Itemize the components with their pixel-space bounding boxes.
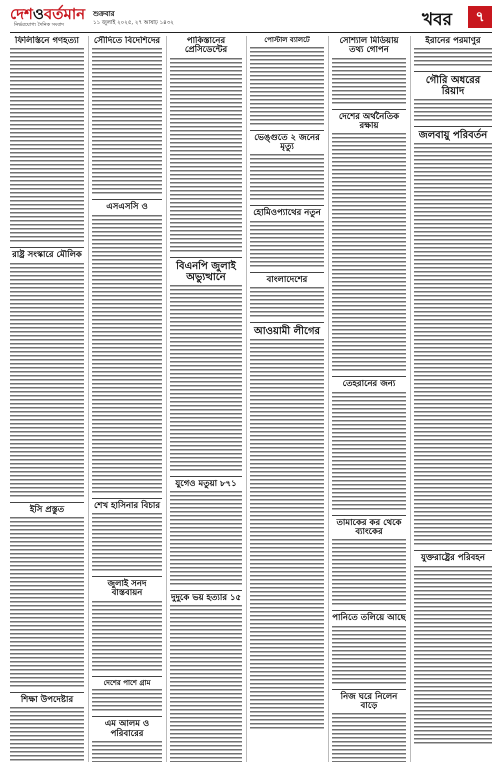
headline[interactable]: ইসি প্রস্তুত: [29, 504, 65, 515]
headline[interactable]: জুলাই সনদ বাস্তবায়ন: [107, 579, 147, 599]
article-body: [170, 285, 242, 473]
headline[interactable]: জলবায়ু পরিবর্তন: [418, 130, 488, 142]
headline[interactable]: সৌদিতে বিদেশিদের: [93, 36, 161, 46]
article-body: [414, 566, 492, 746]
headline[interactable]: পোস্টাল ব্যালটে: [264, 36, 310, 44]
headline[interactable]: ভেঙ্গুতে ২ জনের মৃত্যু: [254, 132, 320, 153]
divider: [332, 515, 406, 516]
divider: [414, 550, 492, 551]
headline[interactable]: শেখ হাসিনার বিচার: [93, 500, 161, 511]
issue-day: শুক্রবার: [93, 10, 115, 18]
headline[interactable]: শিক্ষা উপদেষ্টার: [20, 695, 74, 706]
article-body: [332, 392, 406, 512]
column-4: [250, 36, 324, 762]
headline[interactable]: গৌরি অধরের রিয়াদ: [425, 75, 481, 98]
divider: [332, 109, 406, 110]
headline[interactable]: এসএসসি ও: [106, 202, 148, 213]
divider: [92, 199, 162, 200]
article-body: [332, 713, 406, 762]
headline[interactable]: আওয়ামী লীগের: [253, 326, 321, 338]
headline[interactable]: এম আলম ও পরিবারের: [104, 719, 150, 739]
column-3: [170, 36, 242, 762]
divider: [332, 689, 406, 690]
article-body: [332, 133, 406, 373]
column-1: [10, 36, 84, 762]
column-rule: [166, 36, 167, 762]
column-5: [332, 36, 406, 762]
headline[interactable]: পানিতে তলিয়ে আছে: [332, 613, 406, 624]
article-body: [10, 263, 84, 499]
divider: [92, 716, 162, 717]
divider: [250, 205, 324, 206]
article-body: [414, 48, 492, 68]
article-body: [92, 48, 162, 196]
divider: [170, 590, 242, 591]
headline[interactable]: যুক্তরাষ্ট্রের পরিবহন: [421, 553, 485, 564]
headline[interactable]: যুগেও মতুয়া ৮৭১: [175, 478, 237, 489]
article-body: [10, 517, 84, 689]
headline[interactable]: বাংলাদেশের: [266, 274, 308, 285]
article-body: [332, 58, 406, 106]
article-body: [170, 605, 242, 762]
divider: [10, 502, 84, 503]
article-body: [250, 47, 324, 127]
article-body: [10, 48, 84, 244]
divider: [414, 71, 492, 72]
divider: [92, 498, 162, 499]
divider: [10, 247, 84, 248]
article-body: [92, 215, 162, 495]
issue-date: ১১ জুলাই ২০২৫, ২৭ আষাঢ় ১৪৩২: [93, 20, 174, 26]
tagline: নির্ভরযোগ্য দৈনিক সংবাদ: [14, 22, 65, 28]
headline[interactable]: সোশ্যাল মিডিয়ায় তথ্য গোপন: [339, 36, 399, 56]
divider: [170, 476, 242, 477]
headline[interactable]: তামাকের কর থেকে ব্যাংকের: [336, 517, 402, 538]
headline[interactable]: ফিলিস্তিনে গণহত্যা: [15, 36, 79, 46]
column-6: [414, 36, 492, 762]
page-number: ৭: [468, 6, 492, 28]
article-body: [332, 626, 406, 686]
headline[interactable]: পাকিস্তানের প্রেসিডেন্টের: [184, 36, 228, 56]
headline[interactable]: হোমিওপ্যাথের নতুন: [253, 208, 321, 219]
article-body: [414, 99, 492, 123]
divider: [250, 272, 324, 273]
divider: [92, 576, 162, 577]
article-body: [414, 143, 492, 547]
article-body: [332, 539, 406, 607]
column-2: [92, 36, 162, 762]
article-body: [250, 287, 324, 319]
newspaper-logo: দেশওবর্তমান: [10, 5, 86, 23]
headline[interactable]: দুদুকে ভয় হত্যার ১৫: [171, 593, 241, 604]
headline[interactable]: নিজ ঘরে নিলেন বাড়ে: [340, 691, 398, 712]
divider: [250, 130, 324, 131]
divider: [170, 257, 242, 258]
divider: [332, 376, 406, 377]
article-body: [250, 221, 324, 269]
headline[interactable]: বিএনপি জুলাই অভ্যুত্থানে: [176, 260, 236, 283]
column-rule: [88, 36, 89, 762]
divider: [10, 692, 84, 693]
column-rule: [328, 36, 329, 762]
article-body: [92, 689, 162, 713]
divider: [414, 126, 492, 127]
divider: [250, 322, 324, 323]
article-body: [10, 707, 84, 762]
headline[interactable]: তেহরানের জন্য: [342, 379, 396, 390]
headline[interactable]: ইরানের পরমাণুর: [425, 36, 481, 46]
article-body: [250, 154, 324, 202]
article-body: [170, 491, 242, 587]
headline[interactable]: রাষ্ট্র সংস্কারে মৌলিক: [12, 250, 82, 261]
article-body: [92, 513, 162, 573]
column-rule: [410, 36, 411, 762]
headline[interactable]: দেশের অর্থনৈতিক রক্ষায়: [338, 111, 400, 132]
column-rule: [246, 36, 247, 762]
article-body: [92, 741, 162, 762]
article-body: [250, 339, 324, 731]
headline[interactable]: দেশের পাশে গ্রাম: [103, 678, 151, 687]
section-title: খবর: [422, 10, 452, 30]
divider: [92, 676, 162, 677]
divider: [332, 610, 406, 611]
masthead: [10, 6, 492, 33]
article-body: [170, 58, 242, 254]
article-body: [92, 601, 162, 673]
